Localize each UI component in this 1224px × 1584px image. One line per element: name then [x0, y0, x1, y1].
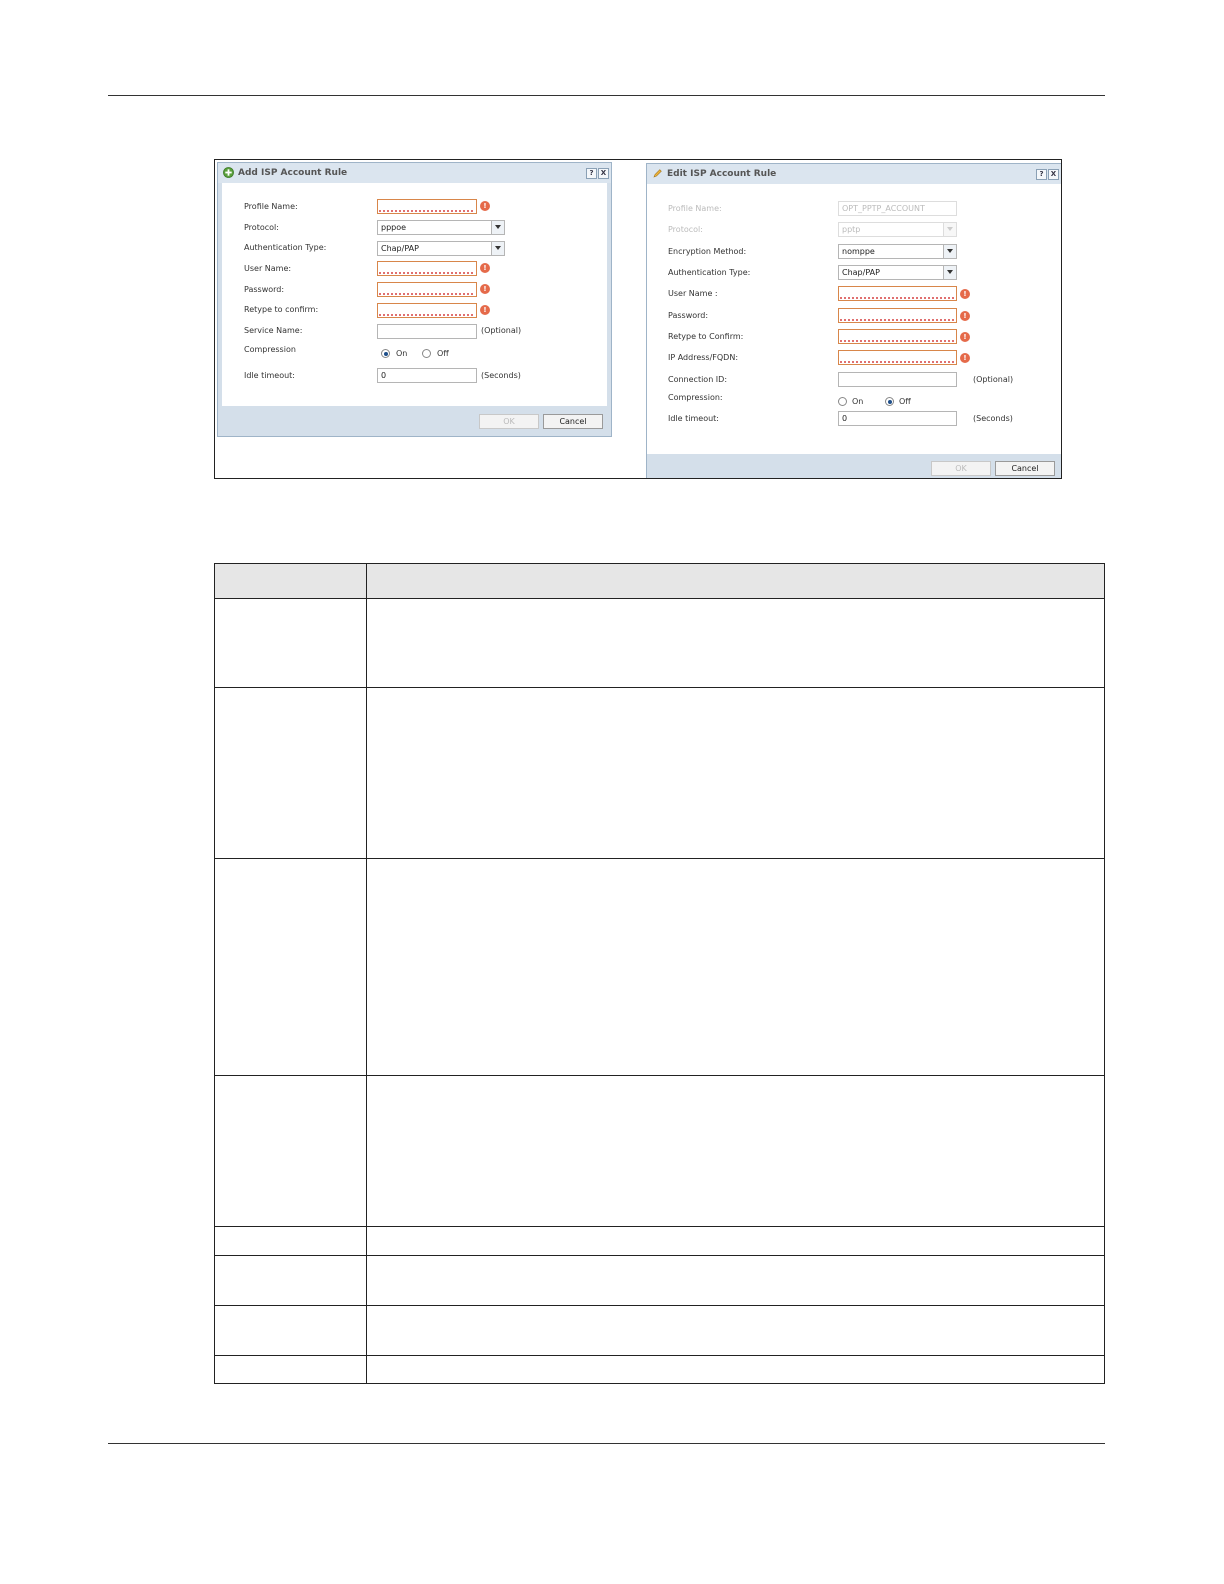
warning-icon: !	[480, 263, 490, 273]
compression-on-label: On	[396, 349, 408, 358]
connection-id-label: Connection ID:	[668, 375, 728, 384]
dialog-title-bar	[647, 164, 1061, 184]
authentication-type-value: Chap/PAP	[381, 244, 419, 253]
table-row	[215, 1227, 1105, 1256]
service-name-input[interactable]	[377, 324, 477, 339]
retype-label: Retype to confirm:	[244, 305, 319, 314]
compression-on-radio[interactable]	[381, 349, 390, 358]
ok-button[interactable]: OK	[479, 414, 539, 429]
password-input[interactable]	[377, 282, 477, 297]
idle-timeout-label: Idle timeout:	[668, 414, 719, 423]
compression-off-label: Off	[899, 397, 911, 406]
table-row	[215, 1256, 1105, 1306]
password-label: Password:	[244, 285, 285, 294]
optional-note: (Optional)	[973, 375, 1014, 384]
dialog-form	[647, 184, 1061, 454]
table-cell	[215, 1256, 367, 1306]
table-cell	[367, 859, 1105, 1076]
profile-name-input: OPT_PPTP_ACCOUNT	[838, 201, 957, 216]
idle-timeout-label: Idle timeout:	[244, 371, 295, 380]
compression-on-radio[interactable]	[838, 397, 847, 406]
user-name-input[interactable]	[377, 261, 477, 276]
protocol-select[interactable]	[377, 220, 505, 235]
table-row	[215, 688, 1105, 859]
compression-off-radio[interactable]	[422, 349, 431, 358]
seconds-note: (Seconds)	[481, 371, 521, 380]
compression-on-label: On	[852, 397, 864, 406]
protocol-label: Protocol:	[668, 225, 703, 234]
user-name-input[interactable]	[838, 286, 957, 301]
table-cell	[215, 599, 367, 688]
protocol-label: Protocol:	[244, 223, 279, 232]
profile-name-input[interactable]	[377, 199, 477, 214]
warning-icon: !	[480, 305, 490, 315]
compression-label: Compression:	[668, 393, 723, 402]
warning-icon: !	[960, 289, 970, 299]
close-icon[interactable]: X	[598, 168, 609, 179]
table-row	[215, 599, 1105, 688]
cancel-button[interactable]: Cancel	[995, 461, 1055, 476]
compression-off-radio[interactable]	[885, 397, 894, 406]
dialog-title: Edit ISP Account Rule	[667, 169, 777, 179]
add-isp-account-dialog	[217, 162, 612, 437]
password-label: Password:	[668, 311, 709, 320]
retype-input[interactable]	[377, 303, 477, 318]
help-icon[interactable]: ?	[586, 168, 597, 179]
chevron-down-icon	[943, 223, 956, 236]
user-name-label: User Name :	[668, 289, 718, 298]
field-description-table	[214, 563, 1105, 1384]
table-header-cell	[367, 564, 1105, 599]
service-name-label: Service Name:	[244, 326, 303, 335]
authentication-type-select[interactable]	[838, 265, 957, 280]
profile-name-label: Profile Name:	[244, 202, 298, 211]
table-row	[215, 859, 1105, 1076]
edit-isp-account-dialog	[646, 163, 1062, 479]
table-cell	[367, 1227, 1105, 1256]
screenshot-figure	[214, 159, 1062, 479]
encryption-method-value: nomppe	[842, 247, 875, 256]
password-input[interactable]	[838, 308, 957, 323]
warning-icon: !	[480, 284, 490, 294]
header-rule	[108, 95, 1105, 96]
warning-icon: !	[480, 201, 490, 211]
table-cell	[215, 1306, 367, 1356]
ok-button[interactable]: OK	[931, 461, 991, 476]
authentication-type-label: Authentication Type:	[244, 243, 327, 252]
optional-note: (Optional)	[481, 326, 522, 335]
table-row	[215, 1076, 1105, 1227]
dialog-title: Add ISP Account Rule	[238, 168, 348, 178]
user-name-label: User Name:	[244, 264, 292, 273]
warning-icon: !	[960, 353, 970, 363]
dialog-title-bar	[218, 163, 611, 183]
encryption-method-label: Encryption Method:	[668, 247, 747, 256]
encryption-method-select[interactable]	[838, 244, 957, 259]
add-icon	[223, 167, 234, 178]
table-cell	[367, 1356, 1105, 1384]
seconds-note: (Seconds)	[973, 414, 1013, 423]
protocol-value: pptp	[842, 225, 861, 234]
table-row	[215, 1306, 1105, 1356]
table-header-row	[215, 564, 1105, 599]
warning-icon: !	[960, 332, 970, 342]
connection-id-input[interactable]	[838, 372, 957, 387]
authentication-type-value: Chap/PAP	[842, 268, 880, 277]
table-cell	[215, 1227, 367, 1256]
help-icon[interactable]: ?	[1036, 169, 1047, 180]
chevron-down-icon[interactable]	[943, 245, 956, 258]
warning-icon: !	[960, 311, 970, 321]
retype-label: Retype to Confirm:	[668, 332, 744, 341]
table-cell	[367, 688, 1105, 859]
ip-address-input[interactable]	[838, 350, 957, 365]
authentication-type-select[interactable]	[377, 241, 505, 256]
table-header-cell	[215, 564, 367, 599]
table-cell	[367, 1256, 1105, 1306]
authentication-type-label: Authentication Type:	[668, 268, 751, 277]
cancel-button[interactable]: Cancel	[543, 414, 603, 429]
protocol-select	[838, 222, 957, 237]
footer-rule	[108, 1443, 1105, 1444]
close-icon[interactable]: X	[1048, 169, 1059, 180]
table-cell	[215, 1356, 367, 1384]
table-row	[215, 1356, 1105, 1384]
protocol-value: pppoe	[381, 223, 407, 232]
profile-name-label: Profile Name:	[668, 204, 722, 213]
table-cell	[215, 1076, 367, 1227]
compression-off-label: Off	[437, 349, 449, 358]
compression-label: Compression	[244, 345, 296, 354]
chevron-down-icon[interactable]	[491, 242, 504, 255]
table-cell	[367, 599, 1105, 688]
idle-timeout-input[interactable]: 0	[377, 368, 477, 383]
ip-address-label: IP Address/FQDN:	[668, 353, 739, 362]
table-cell	[367, 1306, 1105, 1356]
chevron-down-icon[interactable]	[491, 221, 504, 234]
table-cell	[367, 1076, 1105, 1227]
idle-timeout-input[interactable]: 0	[838, 411, 957, 426]
retype-input[interactable]	[838, 329, 957, 344]
chevron-down-icon[interactable]	[943, 266, 956, 279]
table-cell	[215, 688, 367, 859]
edit-pencil-icon	[652, 168, 663, 179]
table-cell	[215, 859, 367, 1076]
dialog-form	[222, 183, 607, 406]
